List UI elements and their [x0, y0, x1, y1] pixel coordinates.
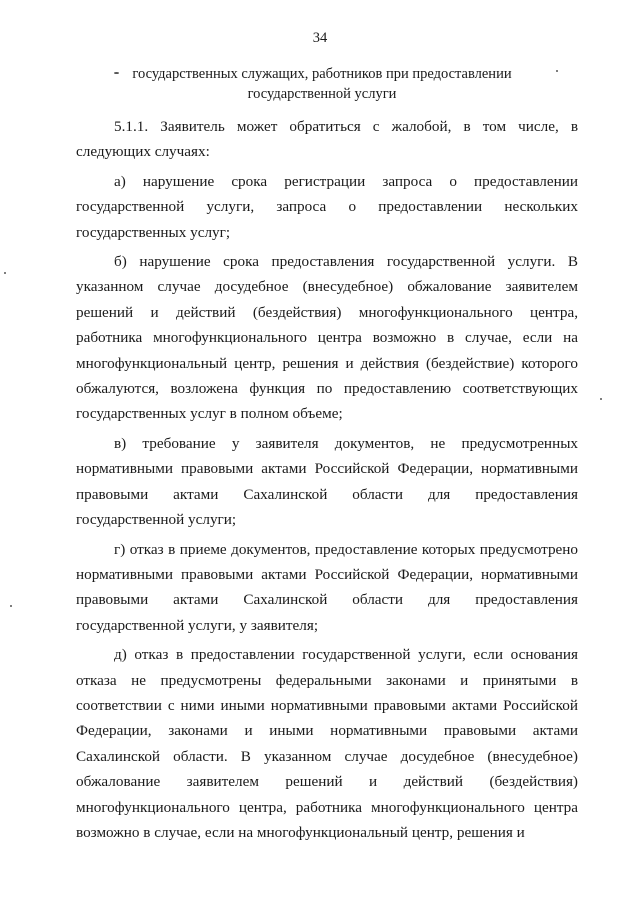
section-heading-line-2: государственной услуги: [247, 86, 397, 102]
paragraph-item-g: г) отказ в приеме документов, предоставление которых предусмотрено нормативными правовыми актами Российской Федерации, нормативными правовыми актами Сахалинской области для предоставления государственной услуги, у заявителя;: [76, 540, 578, 634]
scan-speck: [600, 398, 602, 400]
scan-speck: [10, 605, 12, 607]
paragraph-5-1-1: 5.1.1. Заявитель может обратиться с жалобой, в том числе, в следующих случаях:: [76, 118, 578, 161]
scan-speck: [556, 70, 558, 72]
document-body: [76, 114, 578, 845]
scan-speck: [114, 72, 119, 74]
page-number: 34: [312, 30, 328, 46]
paragraph-item-v: в) требование у заявителя документов, не предусмотренных нормативными правовыми актами Российской Федерации, нормативными правовыми актами Сахалинской области для предоставления государственной услуги;: [76, 434, 578, 529]
paragraph-item-b: б) нарушение срока предоставления государственной услуги. В указанном случае досудебное (внесудебное) обжалование заявителем решений и действий (бездействия) многофункционального центра, работника многофункционального центра возможно в случае, если на многофункциональный центр, решения и действия (бездействие) которого обжалуются, возложена функция по предоставлению соответствующих государственных услуг в полном объеме;: [76, 253, 578, 423]
section-heading-line-1: государственных служащих, работников при предоставлении: [132, 66, 512, 82]
paragraph-item-a: а) нарушение срока регистрации запроса о предоставлении государственной услуги, запроса о предоставлении нескольких государственных услуг;: [76, 172, 578, 241]
paragraph-item-d: д) отказ в предоставлении государственной услуги, если основания отказа не предусмотрены федеральными законами и принятыми в соответствии с ними иными нормативными правовыми актами Российской Федерации, законами и иными нормативными правовыми актами Сахалинской области. В указанном случае досудебное (внесудебное) обжалование заявителем решений и действий (бездействия) многофункционального центра, работника многофункционального центра возможно в случае, если на многофункциональный центр, решения и: [76, 646, 578, 841]
section-heading: [112, 64, 532, 104]
scan-speck: [4, 272, 6, 274]
